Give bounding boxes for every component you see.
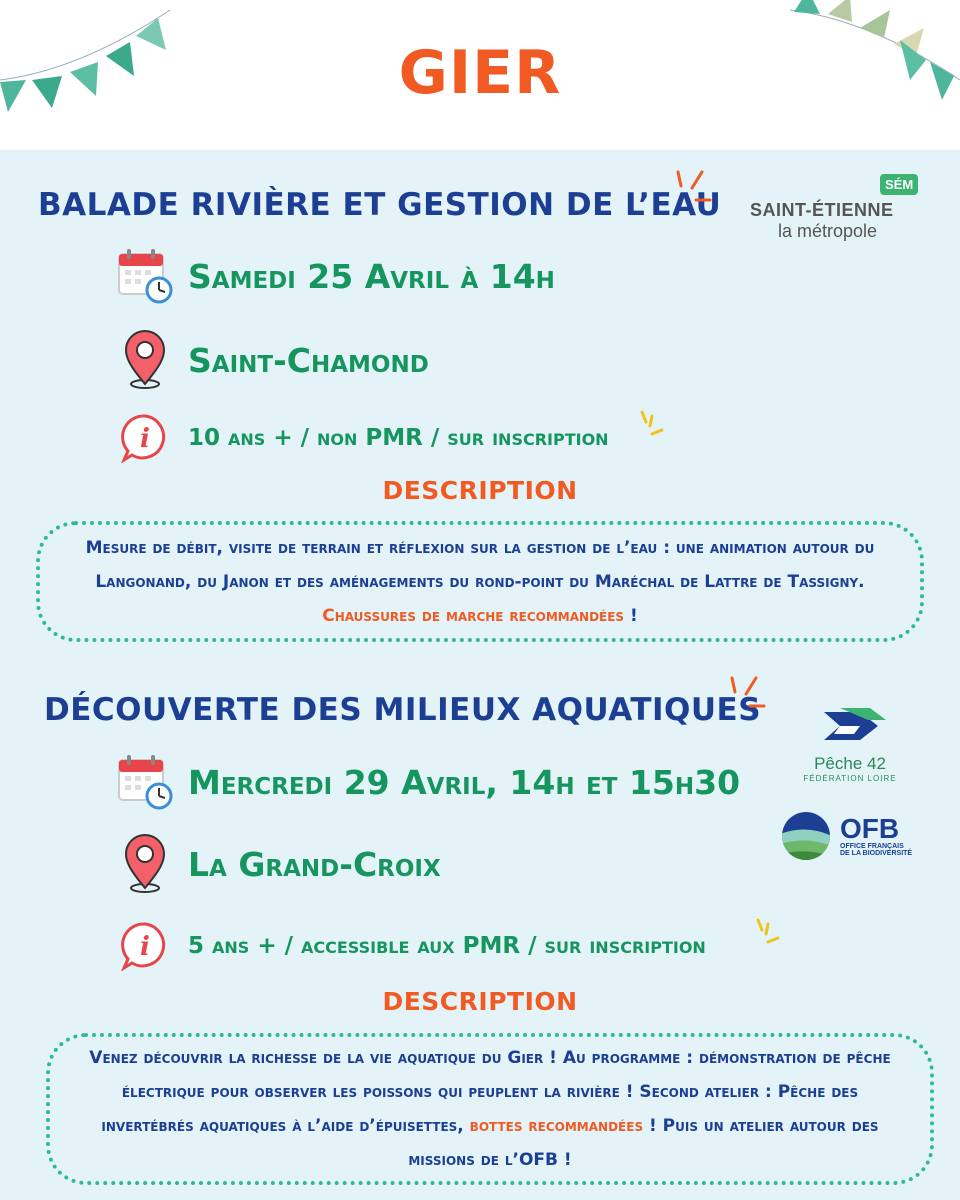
- info-icon: [110, 408, 180, 468]
- calendar-icon: [110, 246, 180, 306]
- peche-logo-name: Pêche 42: [814, 754, 886, 773]
- section-1-description: [80, 531, 880, 633]
- section-2-description-end: ! Puis un atelier autour des missions de l’OFB !: [408, 1116, 879, 1170]
- ofb-globe-icon: [780, 810, 832, 862]
- section-1-description-end: !: [624, 605, 638, 626]
- calendar-icon: [110, 752, 180, 812]
- section-1-info-row: [110, 408, 609, 468]
- section-2-description-heading: DESCRIPTION: [382, 987, 578, 1016]
- section-2-place-row: [110, 834, 441, 894]
- section-1-title: BALADE RIVIÈRE ET GESTION DE L’EAU: [38, 187, 722, 223]
- section-2-date: Mercredi 29 Avril, 14h et 15h30: [188, 762, 741, 802]
- section-1-place: Saint-Chamond: [188, 340, 429, 380]
- section-1-place-row: [110, 330, 429, 390]
- svg-text:i: i: [140, 424, 150, 454]
- section-1-date: Samedi 25 Avril à 14h: [188, 256, 555, 296]
- section-2-title: DÉCOUVERTE DES MILIEUX AQUATIQUES: [44, 692, 762, 728]
- section-2-description-main: Venez découvrir la richesse de la vie aquatique du Gier ! Au programme : démonstration de pêche électrique pour observer les poissons qui peuplent la rivière ! Second atelier : Pêche des invertébrés aquatiques à l’aide d’épuisettes,: [89, 1048, 891, 1136]
- map-pin-icon: [110, 834, 180, 894]
- spark-icon: [636, 408, 666, 442]
- section-1-description-main: Mesure de débit, visite de terrain et réflexion sur la gestion de l’eau : une animation autour du Langonand, du Janon et des aménagements du rond-point du Maréchal de Lattre de Tassigny.: [85, 537, 875, 592]
- ofb-logo-sub1: OFFICE FRANÇAIS: [840, 843, 904, 850]
- section-2-description: [80, 1041, 900, 1177]
- sem-logo-line2: la métropole: [778, 221, 878, 241]
- section-2-description-box: [46, 1033, 934, 1185]
- ofb-logo-sub2: DE LA BIODIVERSITÉ: [840, 850, 913, 857]
- peche-logo-sub: FÉDÉRATION LOIRE: [803, 774, 897, 783]
- section-1-date-row: [110, 246, 555, 306]
- page-title: GIER: [398, 38, 562, 108]
- section-2-place: La Grand-Croix: [188, 844, 441, 884]
- info-icon: [110, 916, 180, 976]
- spark-icon: [726, 672, 766, 722]
- ofb-logo-text: [840, 815, 912, 857]
- saint-etienne-metropole-logo: [750, 177, 914, 242]
- section-1-description-highlight: Chaussures de marche recommandées: [322, 605, 625, 626]
- section-1-description-heading: DESCRIPTION: [382, 476, 578, 505]
- fish-logo-icon: [810, 706, 890, 750]
- ofb-logo-name: OFB: [840, 813, 900, 844]
- section-2-info: 5 ans + / accessible aux PMR / sur inscription: [188, 933, 706, 959]
- peche-42-logo: [800, 706, 900, 783]
- svg-text:i: i: [140, 932, 150, 962]
- spark-icon: [672, 166, 712, 216]
- section-1-description-box: [36, 521, 924, 642]
- section-2-date-row: [110, 752, 740, 812]
- spark-icon: [752, 916, 782, 950]
- sem-badge: SÉM: [880, 174, 918, 195]
- sem-logo-line1: SAINT-ÉTIENNE: [750, 200, 894, 220]
- section-1-info: 10 ans + / non PMR / sur inscription: [188, 425, 609, 451]
- ofb-logo: [780, 810, 912, 862]
- section-2-description-highlight: bottes recommandées: [469, 1116, 644, 1136]
- header: [0, 0, 960, 150]
- map-pin-icon: [110, 330, 180, 390]
- section-2-info-row: [110, 916, 706, 976]
